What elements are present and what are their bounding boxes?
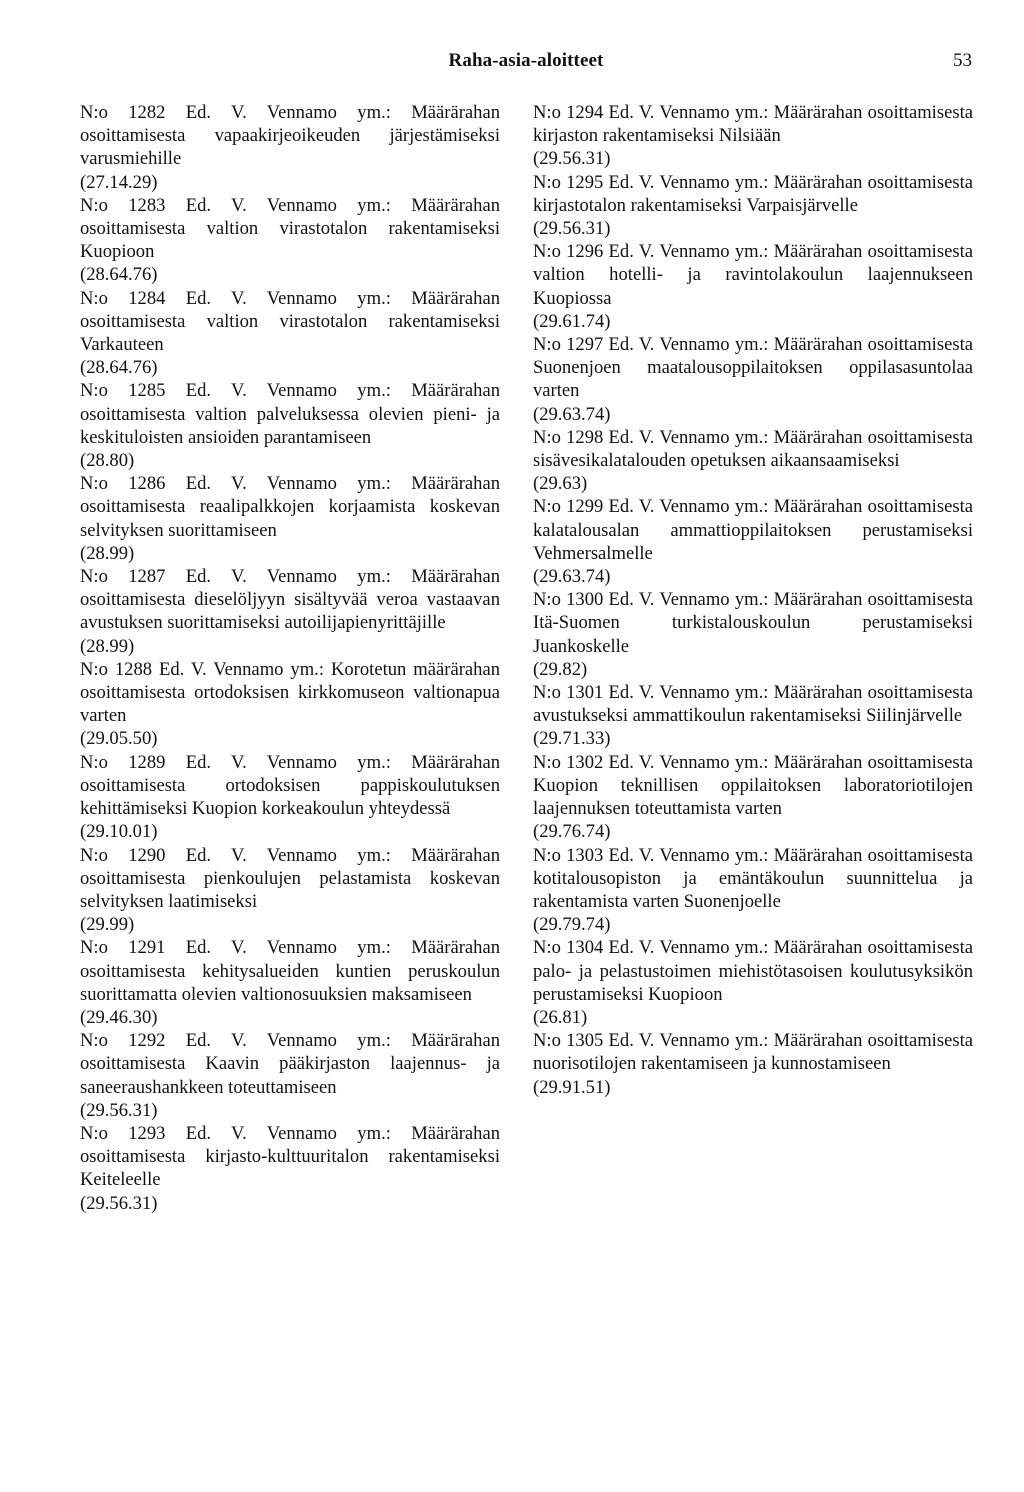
budget-code: (29.63.74) [533,566,611,588]
initiative-text: N:o 1282 Ed. V. Vennamo ym.: Määrärahan osoittamisesta vapaakirjeoikeuden järjestämiseksi varusmiehille [80,102,500,170]
budget-code: (28.64.76) [80,357,158,379]
budget-code: (28.80) [80,450,135,472]
budget-code: (29.10.01) [80,821,158,843]
initiative-entry [533,333,973,426]
initiative-text: N:o 1291 Ed. V. Vennamo ym.: Määrärahan osoittamisesta kehitysalueiden kuntien peruskoulun suorittamatta olevien valtionosuuksien maksamiseen [80,937,500,1005]
running-header [80,50,972,80]
page-number: 53 [953,50,972,71]
initiative-text: N:o 1287 Ed. V. Vennamo ym.: Määrärahan osoittamisesta dieselöljyyn sisältyvää veroa vastaavan avustuksen suorittamiseksi autoilijapienyrittäjille [80,566,500,634]
budget-code: (29.71.33) [533,728,611,750]
page-title: Raha-asia-aloitteet [448,50,604,71]
budget-code: (29.76.74) [533,821,611,843]
budget-code: (29.56.31) [533,218,611,240]
initiative-entry [80,101,500,194]
initiative-text: N:o 1283 Ed. V. Vennamo ym.: Määrärahan osoittamisesta valtion virastotalon rakentamiseksi Kuopioon [80,194,500,263]
budget-code: (27.14.29) [80,171,158,193]
initiative-entry [533,101,973,171]
initiative-entry [533,936,973,1029]
budget-code: (29.56.31) [80,1099,158,1121]
initiative-text: N:o 1296 Ed. V. Vennamo ym.: Määrärahan osoittamisesta valtion hotelli- ja ravintolakoulun laajennukseen Kuopiossa [533,241,973,309]
initiative-text: N:o 1298 Ed. V. Vennamo ym.: Määrärahan osoittamisesta sisävesikalatalouden opetuksen aikaansaamiseksi [533,426,973,472]
initiative-entry [80,751,500,844]
budget-code: (29.46.30) [80,1006,158,1028]
initiative-text: N:o 1302 Ed. V. Vennamo ym.: Määrärahan osoittamisesta Kuopion teknillisen oppilaitoksen laboratoriotilojen laajennuksen toteuttamista varten [533,751,973,820]
budget-code: (29.56.31) [80,1192,158,1214]
initiative-text: N:o 1285 Ed. V. Vennamo ym.: Määrärahan osoittamisesta valtion palveluksessa olevien pieni- ja keskituloisten ansioiden parantamiseen [80,380,500,448]
initiative-text: N:o 1288 Ed. V. Vennamo ym.: Korotetun määrärahan osoittamisesta ortodoksisen kirkkomuseon valtionapua varten [80,658,500,727]
budget-code: (29.82) [533,658,588,680]
budget-code: (29.91.51) [533,1076,611,1098]
initiative-entry [533,588,973,681]
initiative-entry [533,751,973,844]
initiative-text: N:o 1304 Ed. V. Vennamo ym.: Määrärahan osoittamisesta palo- ja pelastustoimen miehistötasoisen koulutusyksikön perustamiseksi Kuopioon [533,937,973,1005]
initiative-text: N:o 1303 Ed. V. Vennamo ym.: Määrärahan osoittamisesta kotitalousopiston ja emäntäkoulun suunnittelua ja rakentamista varten Suonenjoelle [533,844,973,912]
initiative-entry [80,287,500,380]
right-column [533,101,973,1099]
budget-code: (29.99) [80,914,135,936]
initiative-entry [80,936,500,1029]
initiative-entry [80,565,500,658]
initiative-text: N:o 1305 Ed. V. Vennamo ym.: Määrärahan osoittamisesta nuorisotilojen rakentamiseen ja kunnostamiseen [533,1030,973,1075]
budget-code: (28.99) [80,635,135,657]
initiative-text: N:o 1290 Ed. V. Vennamo ym.: Määrärahan osoittamisesta pienkoulujen pelastamista koskevan selvityksen laatimiseksi [80,844,500,912]
initiative-text: N:o 1295 Ed. V. Vennamo ym.: Määrärahan osoittamisesta kirjastotalon rakentamiseksi Varpaisjärvelle [533,171,973,216]
initiative-entry [533,426,973,496]
budget-code: (29.05.50) [80,728,158,750]
initiative-entry [80,472,500,565]
initiative-entry [80,658,500,751]
budget-code: (29.56.31) [533,148,611,170]
budget-code: (29.63.74) [533,403,611,425]
initiative-entry [80,1029,500,1122]
budget-code: (28.64.76) [80,264,158,286]
initiative-text: N:o 1289 Ed. V. Vennamo ym.: Määrärahan osoittamisesta ortodoksisen pappiskoulutuksen kehittämiseksi Kuopion korkeakoulun yhteydessä [80,751,500,820]
budget-code: (29.63) [533,473,588,495]
budget-code: (26.81) [533,1006,588,1028]
initiative-entry [533,1029,973,1099]
initiative-entry [80,379,500,472]
initiative-text: N:o 1292 Ed. V. Vennamo ym.: Määrärahan osoittamisesta Kaavin pääkirjaston laajennus- ja saneeraushankkeen toteuttamiseen [80,1030,500,1098]
initiative-entry [533,681,973,751]
budget-code: (29.61.74) [533,310,611,332]
left-column [80,101,500,1215]
budget-code: (28.99) [80,542,135,564]
initiative-text: N:o 1300 Ed. V. Vennamo ym.: Määrärahan osoittamisesta Itä-Suomen turkistalouskoulun perustamiseksi Juankoskelle [533,589,973,657]
initiative-entry [80,1122,500,1215]
initiative-entry [80,194,500,287]
budget-code: (29.79.74) [533,914,611,936]
initiative-text: N:o 1297 Ed. V. Vennamo ym.: Määrärahan osoittamisesta Suonenjoen maatalousoppilaitoksen oppilasasuntolaa varten [533,334,973,402]
initiative-entry [533,240,973,333]
initiative-text: N:o 1301 Ed. V. Vennamo ym.: Määrärahan osoittamisesta avustukseksi ammattikoulun rakentamiseksi Siilinjärvelle [533,682,973,727]
initiative-text: N:o 1299 Ed. V. Vennamo ym.: Määrärahan osoittamisesta kalatalousalan ammattioppilaitoksen perustamiseksi Vehmersalmelle [533,496,973,564]
initiative-entry [80,844,500,937]
initiative-text: N:o 1294 Ed. V. Vennamo ym.: Määrärahan osoittamisesta kirjaston rakentamiseksi Nilsiään [533,102,973,147]
initiative-text: N:o 1284 Ed. V. Vennamo ym.: Määrärahan osoittamisesta valtion virastotalon rakentamiseksi Varkauteen [80,287,500,356]
initiative-text: N:o 1286 Ed. V. Vennamo ym.: Määrärahan osoittamisesta reaalipalkkojen korjaamista koskevan selvityksen suorittamiseen [80,473,500,541]
initiative-entry [533,844,973,937]
initiative-text: N:o 1293 Ed. V. Vennamo ym.: Määrärahan osoittamisesta kirjasto-kulttuuritalon rakentamiseksi Keiteleelle [80,1122,500,1191]
initiative-entry [533,495,973,588]
initiative-entry [533,171,973,241]
